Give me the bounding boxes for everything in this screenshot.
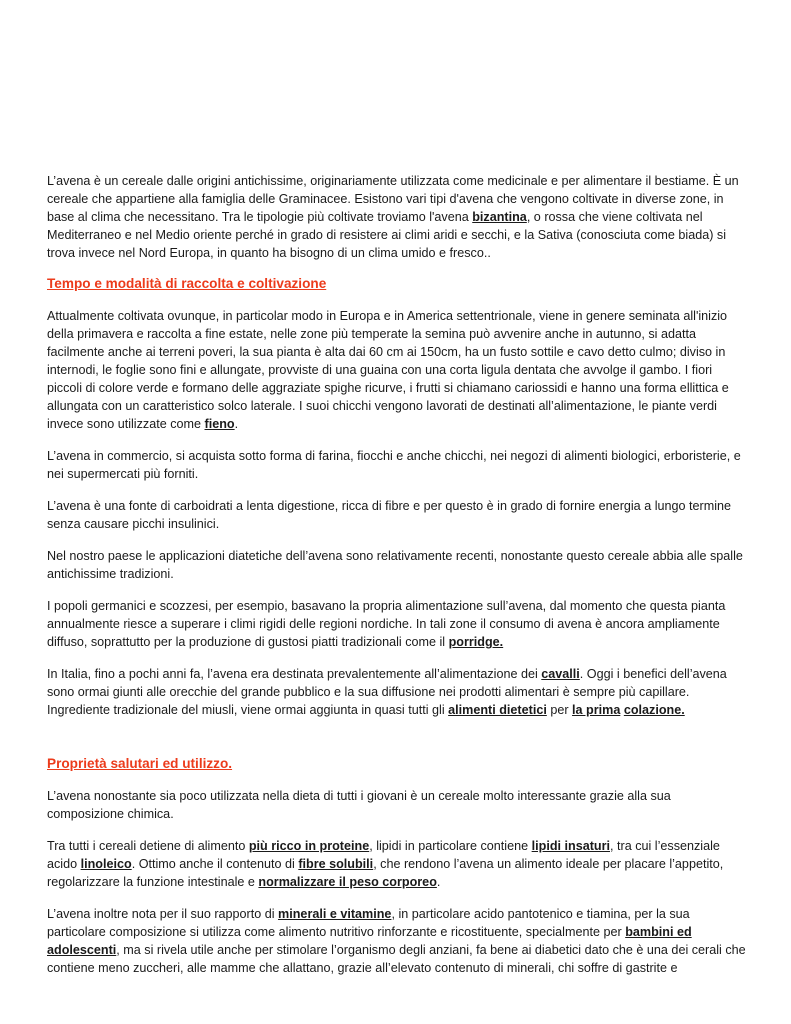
heading-raccolta-coltivazione: Tempo e modalità di raccolta e coltivazione [47,276,327,291]
text: , lipidi in particolare contiene [369,839,532,853]
keyword-peso-corporeo: normalizzare il peso corporeo [258,875,437,889]
paragraph-minerali [47,905,747,977]
paragraph-proteine [47,837,747,891]
keyword-linoleico: linoleico [80,857,132,871]
keyword-minerali-vitamine: minerali e vitamine [278,907,392,921]
paragraph-carboidrati: L’avena è una fonte di carboidrati a lenta digestione, ricca di fibre e per questo è in grado di fornire energia a lungo termine senza causare picchi insulinici. [47,499,731,531]
keyword-la-prima: la prima [572,703,621,717]
keyword-cavalli: cavalli [541,667,580,681]
keyword-bambini-adolescenti: bambini ed adolescenti [47,925,692,957]
text: . [436,875,441,889]
text: L’avena inoltre nota per il suo rapporto di [47,907,279,921]
keyword-alimenti-dietetici: alimenti dietetici [448,703,547,717]
paragraph-composizione: L’avena nonostante sia poco utilizzata nella dieta di tutti i giovani è un cereale molto interessante grazie alla sua composizione chimica. [47,789,671,821]
paragraph-popoli [47,597,747,651]
keyword-lipidi-insaturi: lipidi insaturi [531,839,610,853]
text: . Oggi i benefici dell’avena sono ormai giunti alle orecchie del grande pubblico e la sua diffusione nei prodotti alimentari è sempre più capillare. Ingrediente tradizionale del miusli, viene ormai aggiunta in quasi tutti gli [47,667,727,717]
text: . Ottimo anche il contenuto di [131,857,299,871]
text: Attualmente coltivata ovunque, in particolar modo in Europa e in America settentrionale, viene in genere seminata all'inizio della primavera e raccolta a fine estate, nelle zone più temperate la semina può avvenire anche in autunno, si adatta facilmente anche ai terreni poveri, la sua pianta è alta dai 60 cm ai 150cm, ha un fusto sottile e cavo detto culmo; diviso in internodi, le foglie sono fini e allungate, provviste di una guaina con una corta ligula dentata che avvolge il gambo. I fiori piccoli di colore verde e formano delle aggraziate spighe ricurve, i frutti si chiamano cariossidi e hanno una forma ellittica e allungata con un caratteristico solco laterale. I suoi chicchi vengono lavorati de destinati all’alimentazione, le piante verdi invece sono utilizzate come [47,309,729,431]
keyword-fibre-solubili: fibre solubili [298,857,374,871]
paragraph-italia [47,665,747,719]
text: , ma si rivela utile anche per stimolare l’organismo degli anziani, fa bene ai diabetici dato che è una dei cerali che contiene meno zuccheri, alle mamme che allattano, grazie all’elevato contenuto di minerali, chi soffre di gastrite e [47,943,746,975]
keyword-bizantina: bizantina [472,210,527,224]
paragraph-commercio: L’avena in commercio, si acquista sotto forma di farina, fiocchi e anche chicchi, nei negozi di alimenti biologici, erboristerie, e nei supermercati più forniti. [47,449,741,481]
text: In Italia, fino a pochi anni fa, l’avena era destinata prevalentemente all’alimentazione dei [47,667,542,681]
keyword-proteine: più ricco in proteine [248,839,370,853]
keyword-fieno: fieno [204,417,235,431]
text: L’avena è un cereale dalle origini antichissime, originariamente utilizzata come medicinale e per alimentare il bestiame. È un cereale che appartiene alla famiglia delle Graminacee. Esistono vari tipi d'avena che vengono coltivate in diverse zone, in base al clima che necessitano. Tra le tipologie più coltivate troviamo l'avena [47,174,739,224]
text: I popoli germanici e scozzesi, per esempio, basavano la propria alimentazione sull’avena, dal momento che questa pianta annualmente riesce a superare i climi rigidi delle regioni nordiche. In tali zone il consumo di avena è ancora ampliamente diffuso, soprattutto per la produzione di gustosi piatti tradizionali come il [47,599,726,649]
text: . [234,417,239,431]
text: Tra tutti i cereali detiene di alimento [47,839,249,853]
intro-paragraph [47,172,747,262]
document-body [47,172,747,977]
paragraph-coltivazione [47,307,747,433]
paragraph-applicazioni: Nel nostro paese le applicazioni diatetiche dell’avena sono relativamente recenti, nonostante questo cereale abbia alle spalle antichissime tradizioni. [47,549,743,581]
text: , o rossa che viene coltivata nel Mediterraneo e nel Medio oriente perché in grado di resistere ai climi aridi e secchi, e la Sativa (conosciuta come biada) si trova invece nel Nord Europa, in quanto ha bisogno di un clima umido e fresco.. [47,210,726,260]
text: , che rendono l’avena un alimento ideale per placare l’appetito, regolarizzare la funzione intestinale e [47,857,724,889]
keyword-porridge: porridge. [448,635,504,649]
keyword-colazione: colazione. [623,703,685,717]
text: per [546,703,573,717]
heading-proprieta-salutari: Proprietà salutari ed utilizzo. [47,756,233,771]
text: , in particolare acido pantotenico e tiamina, per la sua particolare composizione si utilizza come alimento nutritivo rinforzante e ricostituente, specialmente per [47,907,690,939]
text: , tra cui l’essenziale acido [47,839,720,871]
